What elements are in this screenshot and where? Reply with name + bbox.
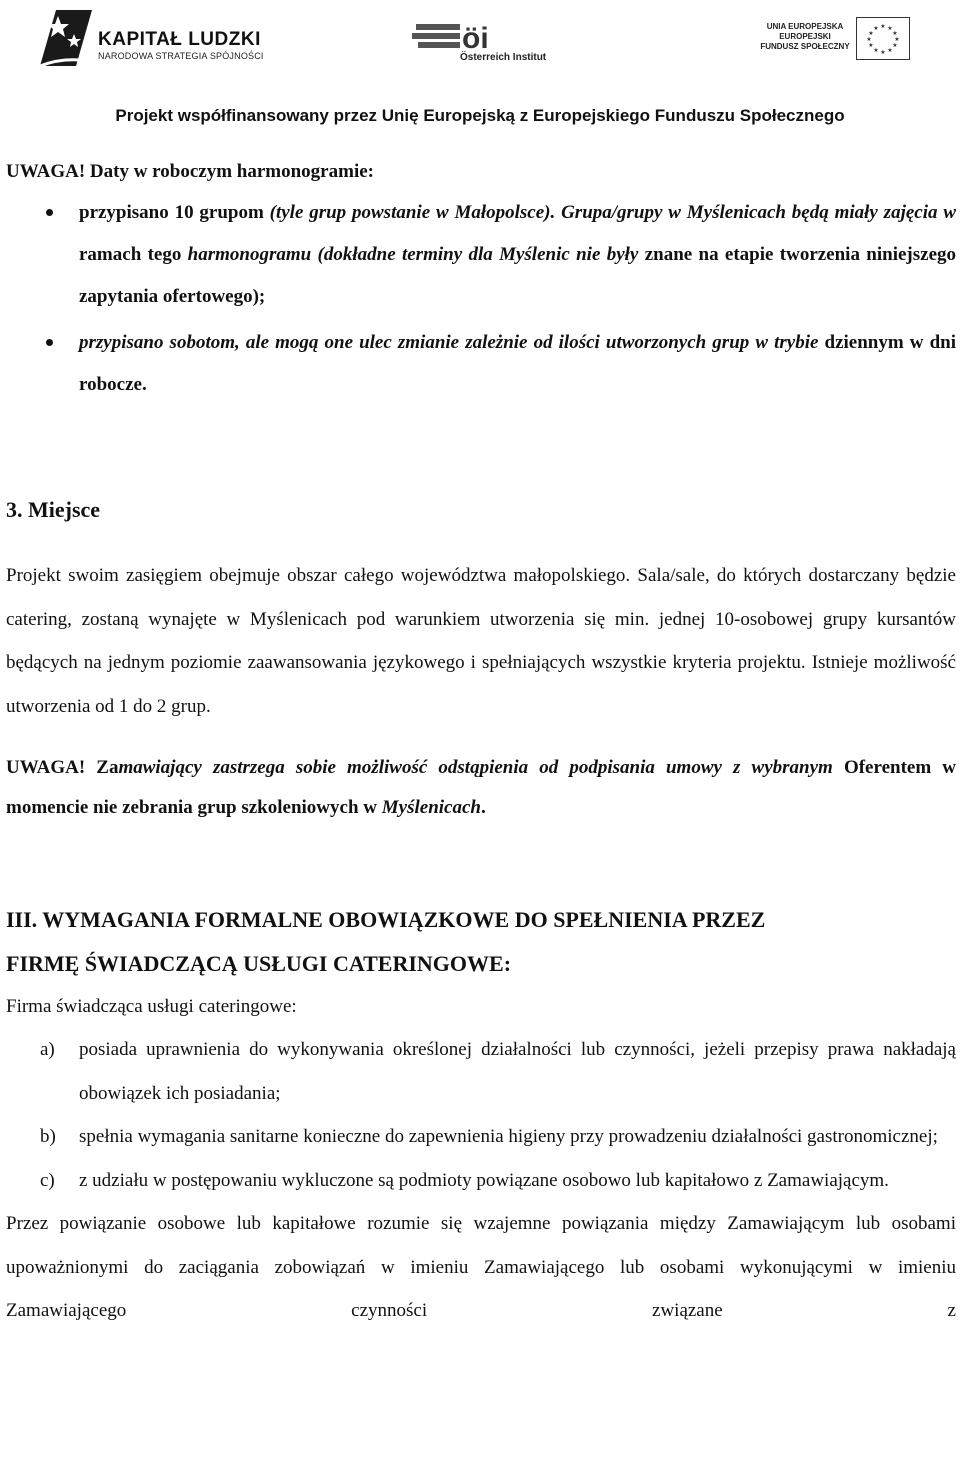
- section-3-body: Projekt swoim zasięgiem obejmuje obszar całego województwa małopolskiego. Sala/sale, do których dostarczany będzie catering, zostaną wynajęte w Myślenicach pod warunkiem utworzenia się min. jednej 10-osobowej grupy kursantów będących na jednym poziomie zaawansowania językowego i spełniających wszystkie kryteria projektu. Istnieje możliwość utworzenia od 1 do 2 grup.: [6, 565, 956, 717]
- svg-text:★: ★: [892, 42, 898, 49]
- svg-text:★: ★: [868, 30, 874, 37]
- closing-paragraph: Przez powiązanie osobowe lub kapitałowe rozumie się wzajemne powiązania między Zamawiającym lub osobami upoważnionymi do zaciągania zobowiązań w imieniu Zamawiającego lub osobami wykonującymi w imieniu Zamawiającego czynności związane z: [6, 1213, 956, 1321]
- svg-text:★: ★: [892, 30, 898, 37]
- notice-2-part-a: UWAGA! Za: [6, 757, 119, 778]
- bullet-1-part-a: przypisano 10 grupom: [79, 202, 270, 223]
- section-iii-intro: Firma świadcząca usługi cateringowe:: [6, 996, 297, 1017]
- list-marker: a): [40, 1039, 55, 1060]
- osterreich-institut-logo: [412, 16, 582, 62]
- notice-2: [6, 748, 956, 828]
- notice-bullets: [6, 192, 956, 406]
- list-item: [6, 1159, 956, 1203]
- kapital-ludzki-name: KAPITAŁ LUDZKI: [98, 29, 261, 50]
- svg-text:★: ★: [868, 42, 874, 49]
- eu-flag-icon: [856, 17, 910, 60]
- oi-emblem: [412, 16, 502, 52]
- header-logos: [0, 0, 960, 100]
- eu-line-2: EUROPEJSKI: [779, 32, 831, 41]
- bullet-2-part-b: dziennym w dni robocze.: [79, 332, 956, 395]
- list-item: [6, 1115, 956, 1159]
- svg-text:★: ★: [894, 36, 900, 43]
- oi-name: Österreich Institut: [460, 52, 547, 63]
- svg-text:★: ★: [866, 36, 872, 43]
- list-item-text: posiada uprawnienia do wykonywania określonej działalności lub czynności, jeżeli przepisy prawa nakładają obowiązek ich posiadania;: [79, 1039, 956, 1104]
- list-item-text: spełnia wymagania sanitarne konieczne do zapewnienia higieny przy prowadzeniu działalności gastronomicznej;: [79, 1126, 938, 1147]
- bullet-1-part-c: ramach tego: [79, 244, 188, 265]
- list-marker: b): [40, 1126, 56, 1147]
- bullet-1-part-e: znane na etapie tworzenia niniejszego zapytania ofertowego);: [79, 244, 956, 307]
- notice-2-part-b: mawiający zastrzega sobie możliwość odstąpienia od podpisania umowy z wybranym: [118, 757, 844, 778]
- bullet-1-part-d: harmonogramu (dokładne terminy dla Myślenic nie były: [187, 244, 645, 265]
- kapital-ludzki-emblem: [36, 4, 96, 74]
- svg-text:★: ★: [873, 25, 879, 32]
- notice-2-part-d: Myślenicach: [381, 797, 481, 818]
- section-3-title: 3. Miejsce: [6, 497, 101, 522]
- list-item: [6, 1028, 956, 1115]
- section-iii-heading-line-1: III. WYMAGANIA FORMALNE OBOWIĄZKOWE DO SPEŁNIENIA PRZEZ: [6, 907, 766, 932]
- requirements-list: [6, 1028, 956, 1202]
- notice-2-part-e: .: [480, 797, 486, 818]
- svg-text:★: ★: [880, 49, 886, 56]
- svg-text:★: ★: [880, 23, 886, 30]
- bullet-2-part-a: przypisano sobotom, ale mogą one ulec zmianie zależnie od ilości utworzonych grup w trybie: [79, 332, 825, 353]
- eu-line-1: UNIA EUROPEJSKA: [766, 22, 844, 31]
- notice-2-part-c: Oferentem w momencie nie zebrania grup szkoleniowych w: [6, 757, 957, 818]
- eu-text: [756, 22, 854, 52]
- svg-text:★: ★: [887, 47, 893, 54]
- bullet-item: [6, 192, 956, 318]
- section-iii-heading: [6, 898, 956, 986]
- section-iii-heading-line-2: FIRMĘ ŚWIADCZĄCĄ USŁUGI CATERINGOWE:: [6, 951, 512, 976]
- kapital-ludzki-subtitle: NARODOWA STRATEGIA SPÓJNOŚCI: [98, 51, 264, 61]
- bullet-item: [6, 322, 956, 406]
- notice-title: UWAGA! Daty w roboczym harmonogramie:: [6, 161, 374, 182]
- svg-text:★: ★: [887, 25, 893, 32]
- document-body: [6, 152, 956, 1333]
- cofunding-line: Projekt współfinansowany przez Unię Europejską z Europejskiego Funduszu Społecznego: [115, 106, 845, 125]
- kapital-ludzki-logo: [36, 4, 276, 74]
- bullet-icon: [46, 339, 53, 346]
- svg-text:öi: öi: [462, 22, 489, 52]
- svg-text:★: ★: [873, 47, 879, 54]
- eu-logo: [756, 16, 916, 62]
- bullet-icon: [46, 209, 53, 216]
- bullet-1-part-b: (tyle grup powstanie w Małopolsce). Grupa/grupy w Myślenicach będą miały zajęcia w: [269, 202, 956, 223]
- list-marker: c): [40, 1169, 55, 1191]
- eu-line-3: FUNDUSZ SPOŁECZNY: [760, 42, 850, 51]
- list-item-text: z udziału w postępowaniu wykluczone są podmioty powiązane osobowo lub kapitałowo z Zamawiającym.: [79, 1169, 889, 1191]
